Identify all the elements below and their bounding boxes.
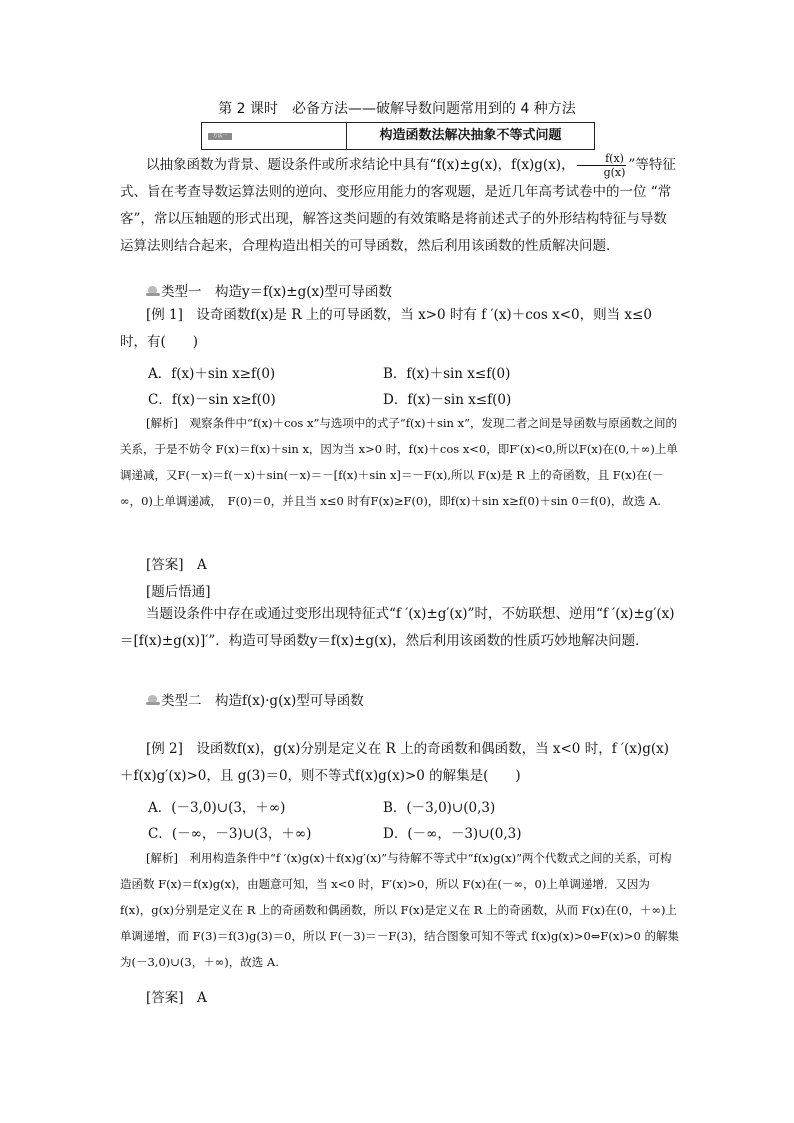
method-tag xyxy=(202,123,347,149)
intro-part1: 以抽象函数为背景、题设条件或所求结论中具有“f(x)±g(x)，f(x)g(x)， xyxy=(146,157,575,173)
lotus-icon xyxy=(146,286,160,297)
method-heading: 构造函数法解决抽象不等式问题 xyxy=(379,128,562,143)
example1-options-row2 xyxy=(148,388,512,408)
example1-stem: [例 1] 设奇函数f(x)是 R 上的可导函数，当 x>0 时有 f ′(x)＋cos x<0，则当 x≤0 时，有( ) xyxy=(120,307,652,350)
example2-option-b: B．(－3,0)∪(0,3) xyxy=(383,800,496,816)
fraction-numerator: f(x) xyxy=(577,152,627,166)
example2-option-c: C．(－∞，－3)∪(3，＋∞) xyxy=(148,826,312,842)
example2-options-row2 xyxy=(148,822,522,842)
intro-paragraph xyxy=(120,152,680,260)
example1-option-c: C．f(x)－sin x≥f(0) xyxy=(148,392,276,408)
example2-analysis: [解析] 利用构造条件中“f ′(x)g(x)＋f(x)g′(x)”与待解不等式中“f(x)g(x)”两个代数式之间的关系，可构造函数 F(x)＝f(x)g(x)，由题意可知，当 x<0 时，F′(x)>0，所以 F(x)在(－∞，0)上单调递增．又因为 f(x)，g(x)分别是定义在 R 上的奇函数和偶函数，所以 F(x)是定义在 R 上的奇函数，从而 F(x)在(0，＋∞)上单调递增，而 F(3)＝f(3)g(3)＝0，所以 F(－3)＝－F(3)，结合图象可知不等式 f(x)g(x)>0⇔F(x)>0 的解集为(－3,0)∪(3，＋∞)，故选 A. xyxy=(120,851,679,969)
example1-option-d: D．f(x)－sin x≤f(0) xyxy=(383,392,512,408)
page-title: 第 2 课时 必备方法——破解导数问题常用到的 4 种方法 xyxy=(218,101,576,117)
method-box xyxy=(201,122,595,150)
insight-label: [题后悟通] xyxy=(146,584,211,600)
type2-heading-text: 类型二 构造f(x)·g(x)型可导函数 xyxy=(161,693,364,709)
type1-heading-text: 类型一 构造y＝f(x)±g(x)型可导函数 xyxy=(161,284,392,300)
insight-text: 当题设条件中存在或通过变形出现特征式“f ′(x)±g′(x)”时，不妨联想、逆用“f ′(x)±g′(x)＝[f(x)±g(x)]′”．构造可导函数y＝f(x)±g(x)，然后利用该函数的性质巧妙地解决问题． xyxy=(120,606,675,649)
example1-analysis: [解析] 观察条件中“f(x)＋cos x”与选项中的式子“f(x)＋sin x”，发现二者之间是导函数与原函数之间的关系，于是不妨令 F(x)＝f(x)＋sin x，因为当 x>0 时，f(x)＋cos x<0，即F′(x)<0,所以F(x)在(0,＋∞)上单调递减，又F(－x)＝f(－x)＋sin(－x)＝－[f(x)＋sin x]＝－F(x),所以 F(x)是 R 上的奇函数，且 F(x)在(－∞，0)上单调递减， F(0)＝0，并且当 x≤0 时有F(x)≥F(0)，即f(x)＋sin x≥f(0)＋sin 0＝f(0)，故选 A. xyxy=(120,416,678,508)
example1-options-row1 xyxy=(148,362,511,382)
lotus-icon xyxy=(146,695,160,706)
example2-options-row1 xyxy=(148,796,496,816)
method-tag-label: 方法一 xyxy=(208,133,232,140)
fraction xyxy=(577,152,627,179)
type2-heading xyxy=(146,689,364,709)
fraction-denominator: g(x) xyxy=(603,166,626,179)
example2-option-a: A．(－3,0)∪(3，＋∞) xyxy=(148,800,286,816)
example2-option-d: D．(－∞，－3)∪(0,3) xyxy=(383,826,522,842)
example2-answer: [答案] A xyxy=(146,990,207,1006)
example1-option-b: B．f(x)＋sin x≤f(0) xyxy=(383,366,511,382)
example2-stem: [例 2] 设函数f(x)，g(x)分别是定义在 R 上的奇函数和偶函数，当 x<0 时，f ′(x)g(x)＋f(x)g′(x)>0，且 g(3)＝0，则不等式f(x)g(x)>0 的解集是( ) xyxy=(120,741,669,784)
example1-answer: [答案] A xyxy=(146,557,207,573)
type1-heading xyxy=(146,280,392,300)
example1-option-a: A．f(x)＋sin x≥f(0) xyxy=(148,366,276,382)
intro-part2: ”等特征式、旨在考查导数运算法则的逆向、变形应用能力的客观题，是近几年高考试卷中的一位 “常客”，常以压轴题的形式出现，解答这类问题的有效策略是将前述式子的外形结构特征与导数运算法则结合起来，合理构造出相关的可导函数，然后利用该函数的性质解决问题． xyxy=(120,157,676,254)
